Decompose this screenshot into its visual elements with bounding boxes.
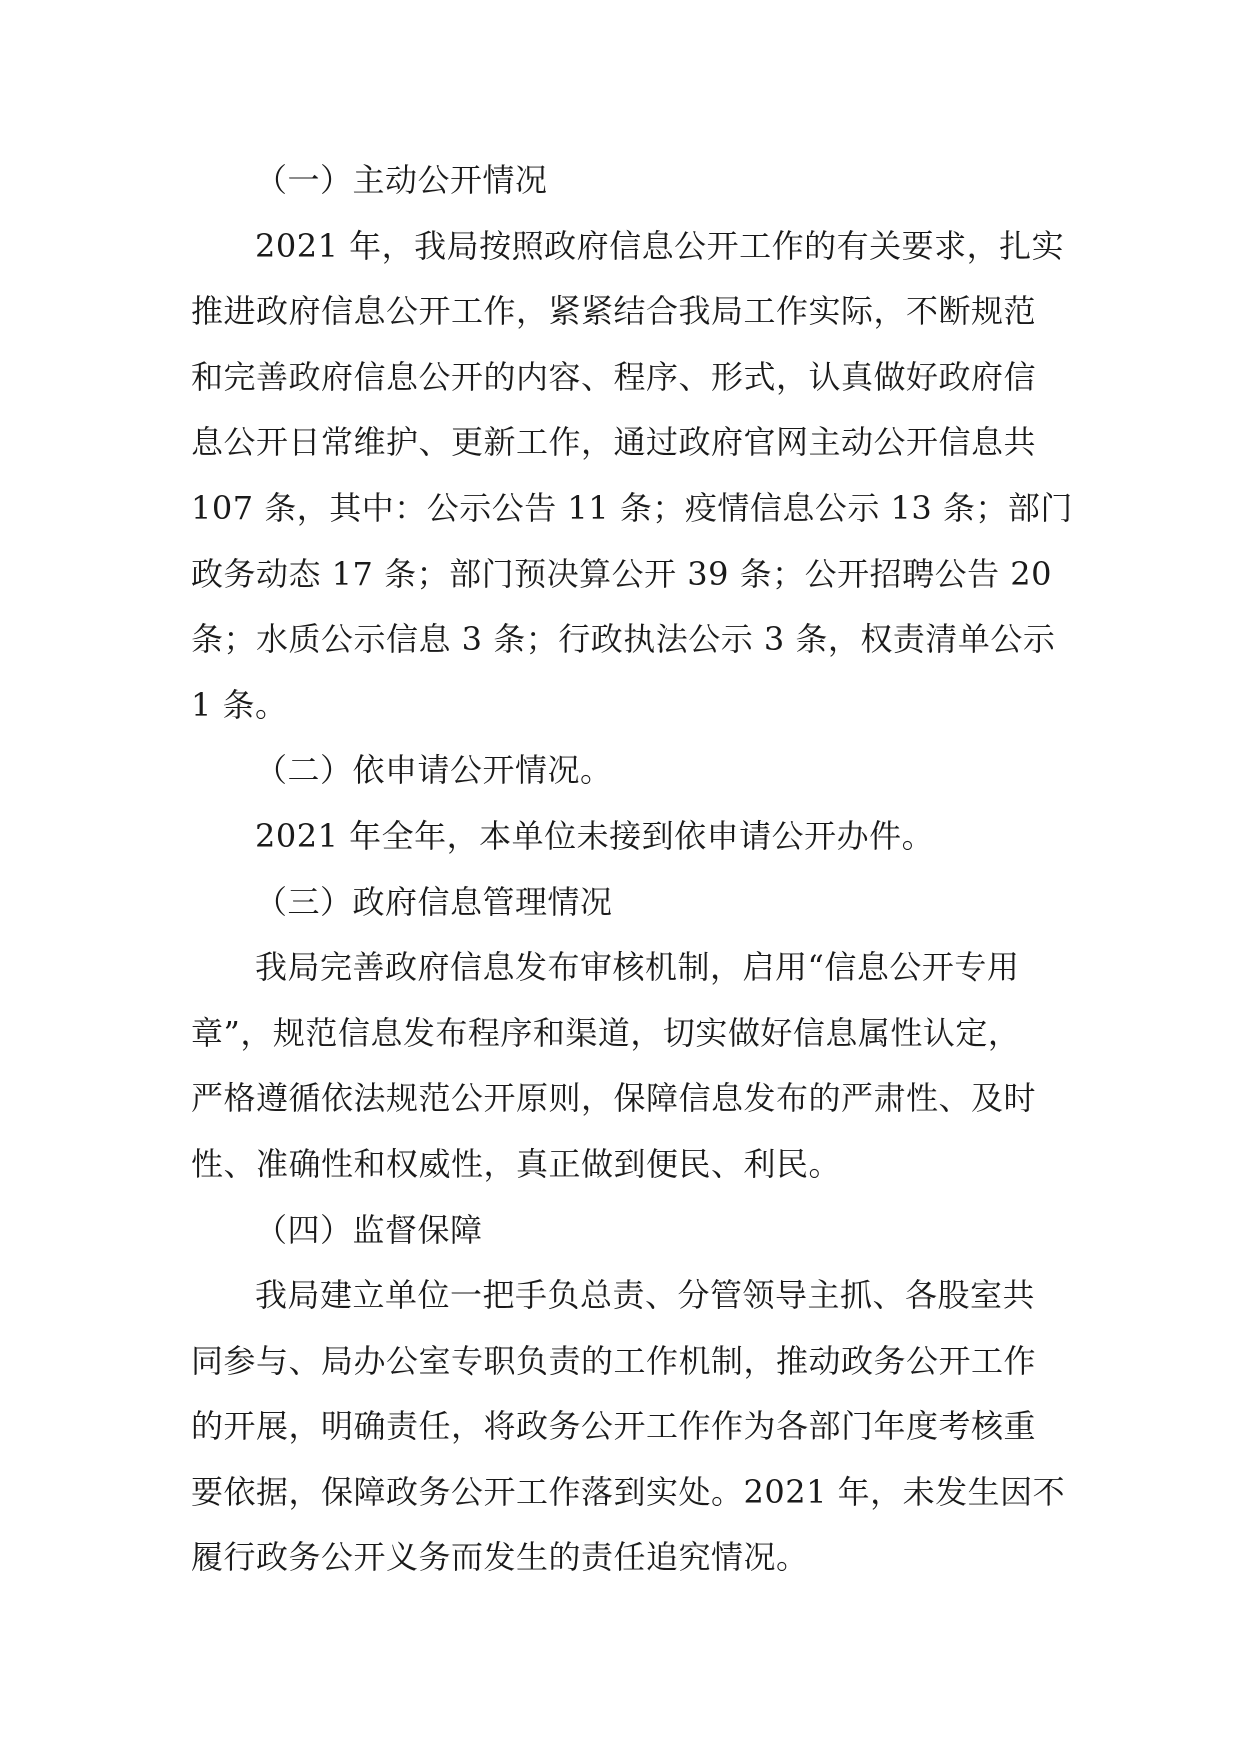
document-body bbox=[191, 148, 1073, 1591]
paragraph-line: 2021 年，我局按照政府信息公开工作的有关要求，扎实 bbox=[255, 226, 1065, 265]
paragraph-line: 章”，规范信息发布程序和渠道，切实做好信息属性认定， bbox=[191, 1013, 1021, 1052]
paragraph-line: 条；水质公示信息 3 条；行政执法公示 3 条，权责清单公示 bbox=[191, 620, 1056, 659]
paragraph-line: 同参与、局办公室专职负责的工作机制，推动政务公开工作 bbox=[191, 1341, 1037, 1380]
paragraph-line: 我局建立单位一把手负总责、分管领导主抓、各股室共 bbox=[255, 1276, 1036, 1315]
paragraph-line: 1 条。 bbox=[191, 685, 288, 724]
section-heading-information-management: （三）政府信息管理情况 bbox=[255, 882, 613, 921]
section-heading-supervision: （四）监督保障 bbox=[255, 1210, 483, 1249]
section-heading-proactive-disclosure: （一）主动公开情况 bbox=[255, 161, 548, 199]
paragraph-line: 要依据，保障政务公开工作落到实处。2021 年，未发生因不 bbox=[191, 1472, 1066, 1511]
paragraph-line: 107 条，其中：公示公告 11 条；疫情信息公示 13 条；部门 bbox=[191, 488, 1073, 527]
paragraph-line: 性、准确性和权威性，真正做到便民、利民。 bbox=[191, 1144, 842, 1183]
paragraph-line: 我局完善政府信息发布审核机制，启用“信息公开专用 bbox=[255, 948, 1020, 987]
paragraph-line: 政务动态 17 条；部门预决算公开 39 条；公开招聘公告 20 bbox=[191, 554, 1053, 593]
paragraph-line: 履行政务公开义务而发生的责任追究情况。 bbox=[191, 1538, 809, 1577]
paragraph-line: 2021 年全年，本单位未接到依申请公开办件。 bbox=[255, 816, 935, 855]
paragraph-line: 严格遵循依法规范公开原则，保障信息发布的严肃性、及时 bbox=[191, 1079, 1037, 1118]
paragraph-line: 推进政府信息公开工作，紧紧结合我局工作实际，不断规范 bbox=[191, 292, 1037, 331]
paragraph-line: 息公开日常维护、更新工作，通过政府官网主动公开信息共 bbox=[191, 423, 1037, 462]
paragraph-line: 的开展，明确责任，将政务公开工作作为各部门年度考核重 bbox=[191, 1407, 1037, 1446]
section-heading-application-disclosure: （二）依申请公开情况。 bbox=[255, 751, 613, 790]
paragraph-line: 和完善政府信息公开的内容、程序、形式，认真做好政府信 bbox=[191, 357, 1037, 396]
